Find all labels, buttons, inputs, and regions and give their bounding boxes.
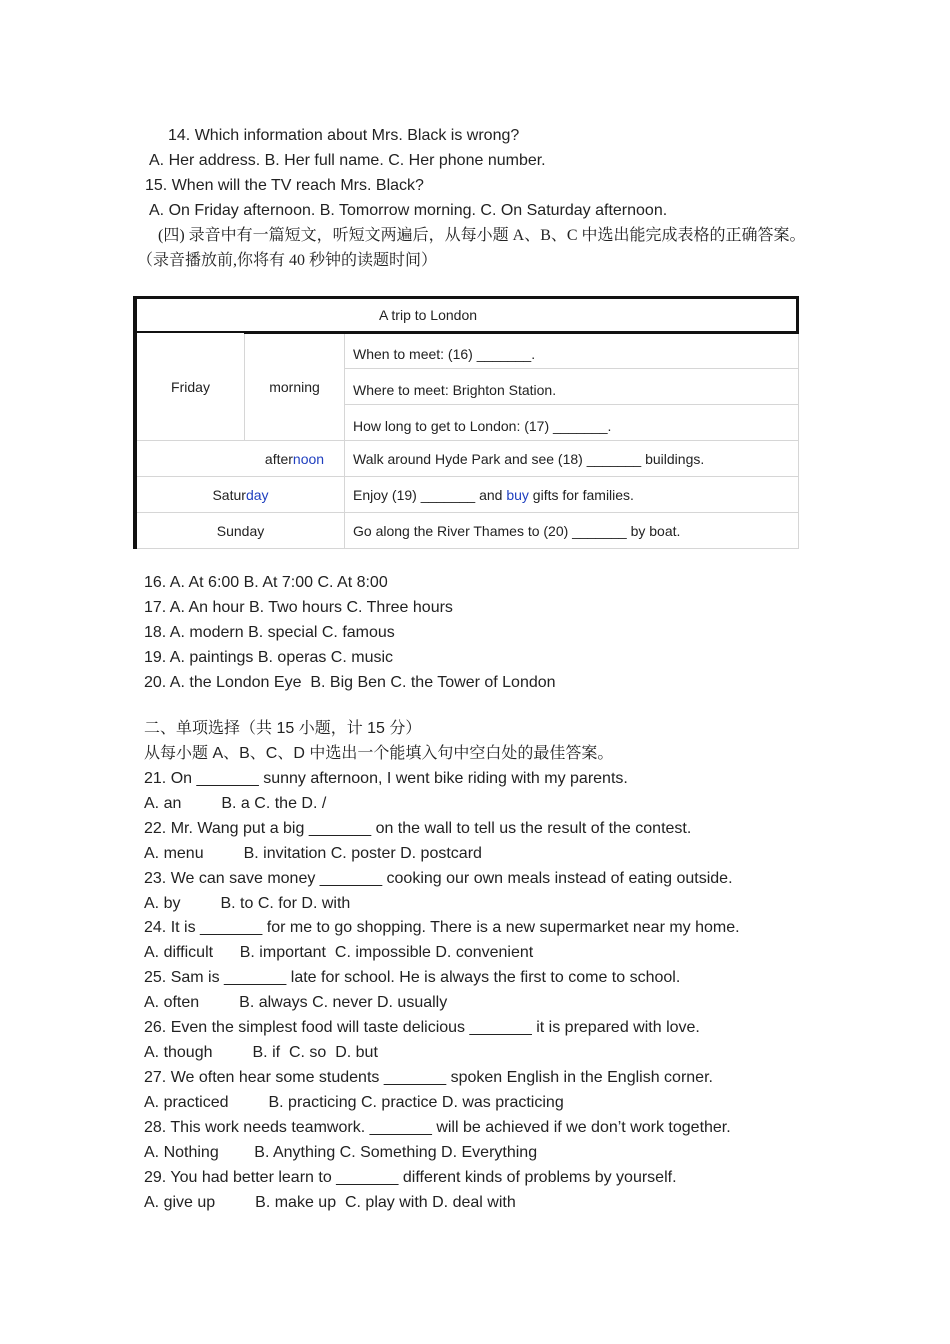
- question-23: 23. We can save money _______ cooking our own meals instead of eating outside.: [144, 870, 733, 887]
- question-22-options: A. menu B. invitation C. poster D. postcard: [144, 845, 482, 862]
- table-right-border: [796, 296, 799, 334]
- cell-saturday: [137, 477, 344, 512]
- cell-how-long: How long to get to London: (17) _______.: [353, 418, 612, 434]
- question-14: 14. Which information about Mrs. Black is wrong?: [168, 127, 520, 144]
- cell-morning: morning: [269, 379, 320, 395]
- question-25: 25. Sam is _______ late for school. He is always the first to come to school.: [144, 969, 681, 986]
- question-14-options: A. Her address. B. Her full name. C. Her phone number.: [149, 152, 546, 169]
- enjoy-part-1: Enjoy (19) _______ and: [353, 486, 507, 503]
- answer-18: 18. A. modern B. special C. famous: [144, 624, 395, 641]
- answer-19: 19. A. paintings B. operas C. music: [144, 649, 394, 666]
- afternoon-part-1: after: [264, 450, 293, 467]
- question-22: 22. Mr. Wang put a big _______ on the wall to tell us the result of the contest.: [144, 820, 692, 837]
- question-27: 27. We often hear some students _______ spoken English in the English corner.: [144, 1069, 713, 1086]
- question-21: 21. On _______ sunny afternoon, I went bike riding with my parents.: [144, 770, 628, 787]
- afternoon-part-2: noon: [292, 450, 325, 467]
- answer-16: 16. A. At 6:00 B. At 7:00 C. At 8:00: [144, 574, 388, 591]
- question-25-options: A. often B. always C. never D. usually: [144, 994, 448, 1011]
- question-15-options: A. On Friday afternoon. B. Tomorrow morning. C. On Saturday afternoon.: [149, 202, 668, 219]
- part-2-heading: 二、单项选择（共 15 小题，计 15 分）: [144, 720, 422, 737]
- section-4-instruction: (四) 录音中有一篇短文，听短文两遍后，从每小题 A、B、C 中选出能完成表格的正确答案。: [158, 227, 806, 244]
- question-26: 26. Even the simplest food will taste delicious _______ it is prepared with love.: [144, 1019, 700, 1036]
- question-24-options: A. difficult B. important C. impossible D. convenient: [144, 944, 534, 961]
- question-29-options: A. give up B. make up C. play with D. deal with: [144, 1194, 516, 1211]
- answer-20: 20. A. the London Eye B. Big Ben C. the Tower of London: [144, 674, 556, 691]
- cell-enjoy: [353, 477, 793, 512]
- cell-river-thames: Go along the River Thames to (20) _______ by boat.: [353, 522, 681, 539]
- cell-where-to-meet: Where to meet: Brighton Station.: [353, 382, 557, 398]
- answer-17: 17. A. An hour B. Two hours C. Three hours: [144, 599, 453, 616]
- cell-hyde-park: Walk around Hyde Park and see (18) _______ buildings.: [353, 450, 705, 467]
- question-27-options: A. practiced B. practicing C. practice D. was practicing: [144, 1094, 564, 1111]
- question-24: 24. It is _______ for me to go shopping. There is a new supermarket near my home.: [144, 919, 740, 936]
- question-28-options: A. Nothing B. Anything C. Something D. Everything: [144, 1144, 538, 1161]
- enjoy-part-3: gifts for families.: [528, 486, 634, 503]
- header-separator-left: [137, 331, 244, 333]
- grid-line: [137, 548, 798, 549]
- cell-friday: Friday: [171, 379, 210, 395]
- table-title: A trip to London: [378, 307, 478, 323]
- trip-table: [133, 296, 799, 549]
- question-23-options: A. by B. to C. for D. with: [144, 895, 351, 912]
- grid-line: [798, 334, 799, 549]
- question-15: 15. When will the TV reach Mrs. Black?: [145, 177, 424, 194]
- question-29: 29. You had better learn to _______ different kinds of problems by yourself.: [144, 1169, 677, 1186]
- grid-line: [344, 368, 798, 369]
- section-4-time-note: （录音播放前,你将有 40 秒钟的读题时间）: [137, 252, 438, 269]
- question-21-options: A. an B. a C. the D. /: [144, 795, 327, 812]
- grid-line: [344, 404, 798, 405]
- cell-when-to-meet: When to meet: (16) _______.: [353, 346, 536, 362]
- saturday-part-2: day: [245, 486, 269, 503]
- cell-sunday: Sunday: [216, 522, 265, 539]
- cell-afternoon: [245, 441, 344, 476]
- saturday-part-1: Satur: [212, 486, 246, 503]
- question-28: 28. This work needs teamwork. _______ will be achieved if we don’t work together.: [144, 1119, 731, 1136]
- part-2-instruction: 从每小题 A、B、C、D 中选出一个能填入句中空白处的最佳答案。: [144, 745, 614, 762]
- grid-line: [344, 334, 345, 549]
- question-26-options: A. though B. if C. so D. but: [144, 1044, 378, 1061]
- enjoy-buy: buy: [506, 486, 529, 503]
